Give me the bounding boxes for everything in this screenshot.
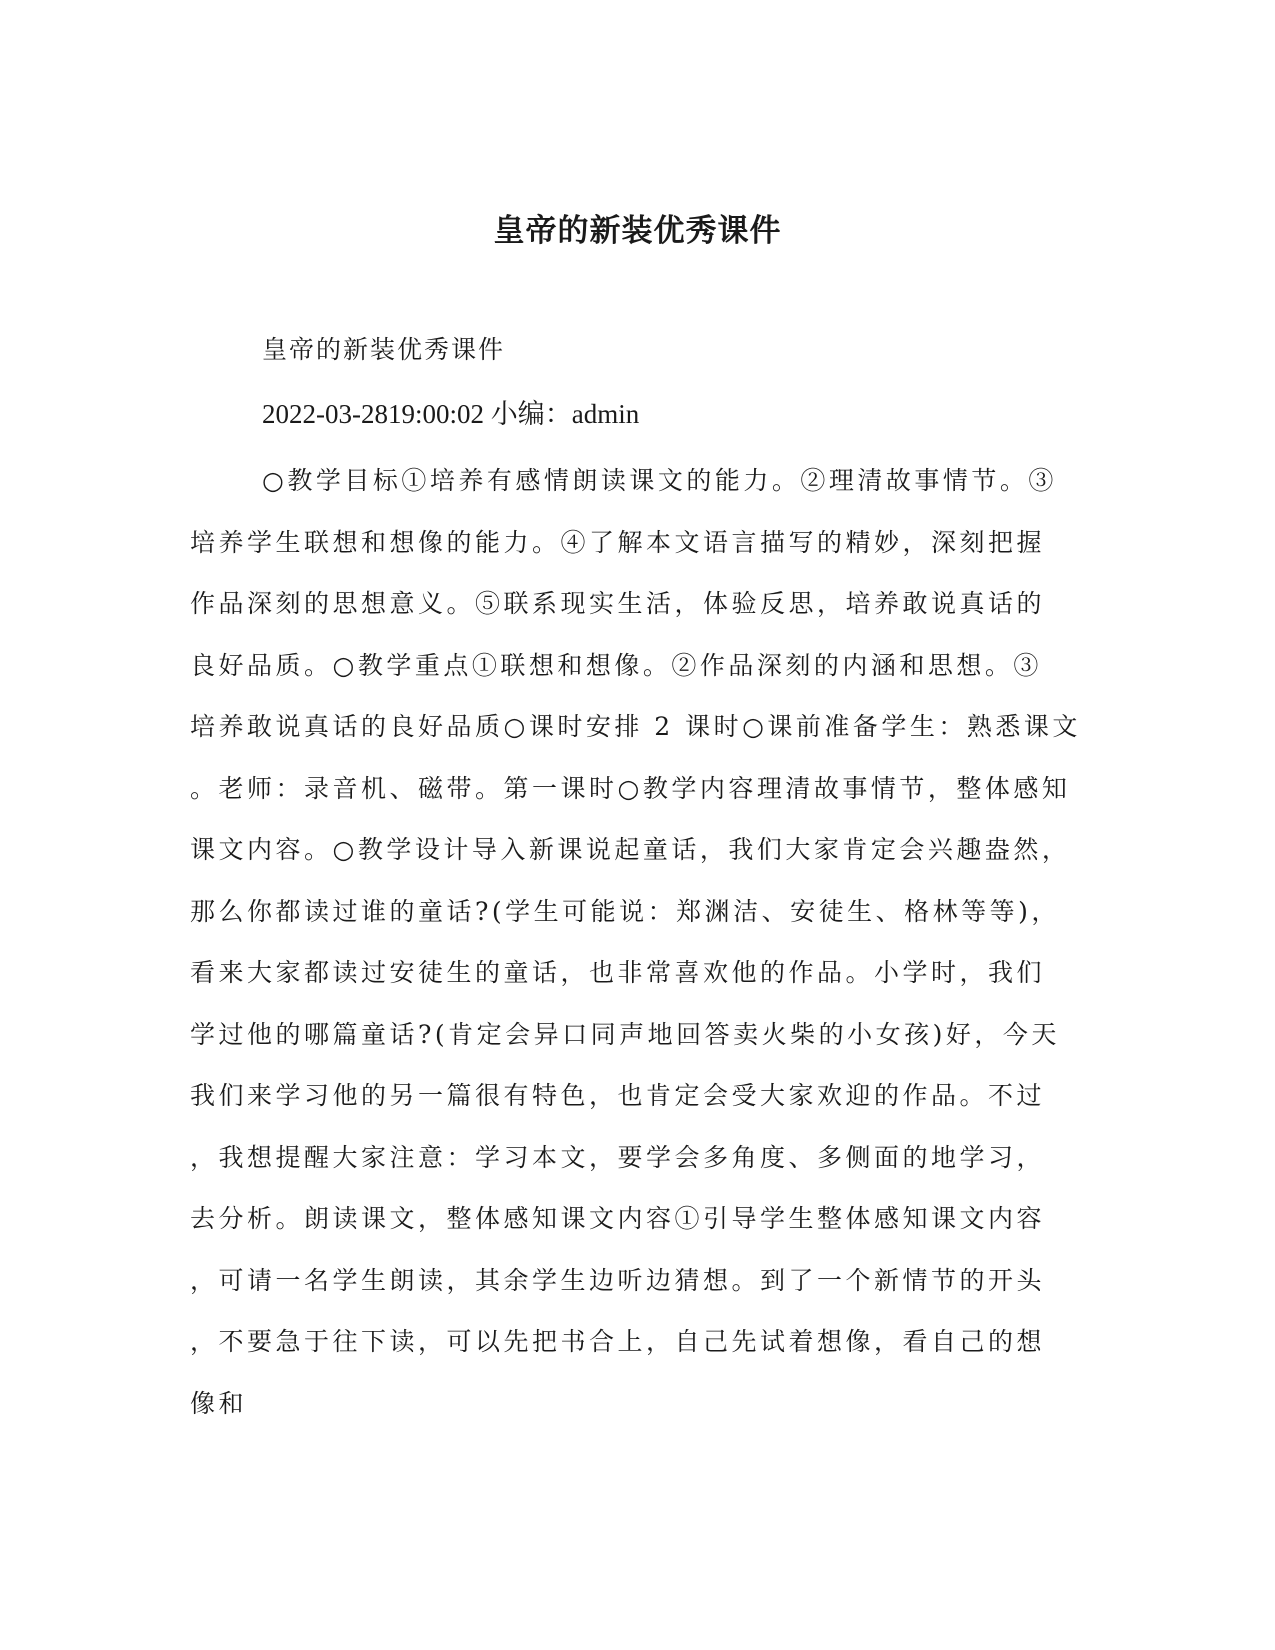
body-line: 培养学生联想和想像的能力。④了解本文语言描写的精妙，深刻把握 (190, 527, 1046, 557)
body-line: 良好品质。○教学重点①联想和想像。②作品深刻的内涵和思想。③ (190, 650, 1042, 680)
body-line: 像和 (190, 1388, 248, 1418)
body-line: 课文内容。○教学设计导入新课说起童话，我们大家肯定会兴趣盎然， (190, 835, 1071, 864)
body-line: 去分析。朗读课文，整体感知课文内容①引导学生整体感知课文内容 (190, 1204, 1046, 1233)
body-line: 。老师：录音机、磁带。第一课时○教学内容理清故事情节，整体感知 (190, 773, 1071, 803)
body-line: ，不要急于往下读，可以先把书合上，自己先试着想像，看自己的想 (190, 1327, 1046, 1356)
body-line: ○教学目标①培养有感情朗读课文的能力。②理清故事情节。③ (262, 466, 1057, 495)
document-body (190, 450, 1090, 1434)
body-line: 看来大家都读过安徒生的童话，也非常喜欢他的作品。小学时，我们 (190, 958, 1046, 987)
document-title: 皇帝的新装优秀课件 (493, 213, 782, 249)
body-line: 我们来学习他的另一篇很有特色，也肯定会受大家欢迎的作品。不过 (190, 1081, 1046, 1110)
body-line: ，可请一名学生朗读，其余学生边听边猜想。到了一个新情节的开头 (190, 1265, 1046, 1295)
body-line: 培养敢说真话的良好品质○课时安排 2 课时○课前准备学生：熟悉课文 (190, 712, 1081, 741)
body-line: 作品深刻的思想意义。⑤联系现实生活，体验反思，培养敢说真话的 (190, 589, 1046, 618)
document-meta: 2022-03-2819:00:02 小编：admin (262, 399, 640, 429)
body-line: ，我想提醒大家注意：学习本文，要学会多角度、多侧面的地学习， (190, 1142, 1046, 1172)
document-subtitle: 皇帝的新装优秀课件 (262, 335, 506, 364)
body-line: 学过他的哪篇童话?(肯定会异口同声地回答卖火柴的小女孩)好，今天 (190, 1019, 1060, 1049)
body-line: 那么你都读过谁的童话?(学生可能说：郑渊洁、安徒生、格林等等)， (190, 896, 1060, 926)
